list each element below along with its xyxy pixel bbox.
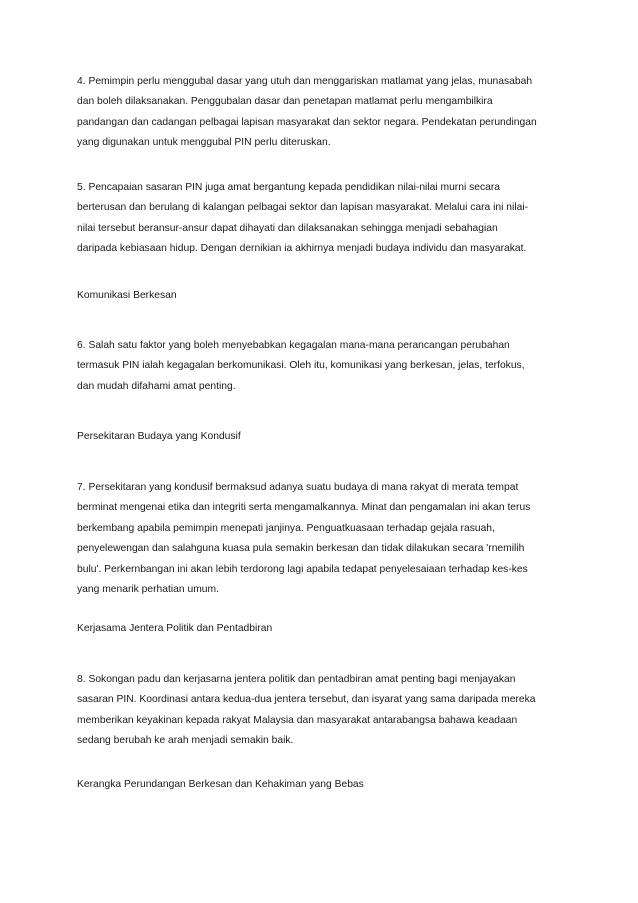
heading-kerangka-perundangan: Kerangka Perundangan Berkesan dan Kehakiman yang Bebas xyxy=(77,779,364,790)
heading-persekitaran-budaya: Persekitaran Budaya yang Kondusif xyxy=(77,431,241,442)
paragraph-5: 5. Pencapaian sasaran PIN juga amat bergantung kepada pendidikan nilai-nilai murni secara berterusan dan berulang di kalangan pelbagai sektor dan lapisan masyarakat. Melalui cara ini nilai- nilai tersebut beransur-ansur dapat dihayati dan dilaksanakan sehingga menjadi sebahagian daripada kebiasaan hidup. Dengan dernikian ia akhirnya menjadi budaya individu dan masyarakat. xyxy=(77,182,529,255)
paragraph-7: 7. Persekitaran yang kondusif bermaksud adanya suatu budaya di mana rakyat di merata tempat berminat mengenai etika dan integriti serta mengamalkannya. Minat dan pengamalan ini akan terus berkembang apabila pemimpin menepati janjinya. Penguatkuasaan terhadap gejala rasuah, penyelewengan dan salahguna kuasa pula semakin berkesan dan tidak dilakukan secara 'rnemilih bulu'. Perkernbangan ini akan lebih terdorong lagi apabila tedapat penyelesaiaan terhadap kes-kes yang menarik perhatian umum. xyxy=(77,482,531,596)
paragraph-6: 6. Salah satu faktor yang boleh menyebabkan kegagalan mana-mana perancangan perubahan termasuk PIN ialah kegagalan berkomunikasi. Oleh itu, komunikasi yang berkesan, jelas, terfokus, dan mudah difahami amat penting. xyxy=(77,340,525,392)
paragraph-4: 4. Pemimpin perlu menggubal dasar yang utuh dan menggariskan matlamat yang jelas, munasabah dan boleh dilaksanakan. Penggubalan dasar dan penetapan matlamat perlu mengambilkira pandangan dan cadangan pelbagai lapisan masyarakat dan sektor negara. Pendekatan perundingan yang digunakan untuk menggubal PIN perlu diteruskan. xyxy=(77,76,537,149)
heading-komunikasi-berkesan: Komunikasi Berkesan xyxy=(77,290,177,301)
paragraph-8: 8. Sokongan padu dan kerjasarna jentera politik dan pentadbiran amat penting bagi menjayakan sasaran PIN. Koordinasi antara kedua-dua jentera tersebut, dan isyarat yang sama daripada mereka memberikan keyakinan kepada rakyat Malaysia dan masyarakat antarabangsa bahawa keadaan sedang berubah ke arah menjadi semakin baik. xyxy=(77,674,536,747)
heading-kerjasama-jentera: Kerjasama Jentera Politik dan Pentadbiran xyxy=(77,623,273,634)
